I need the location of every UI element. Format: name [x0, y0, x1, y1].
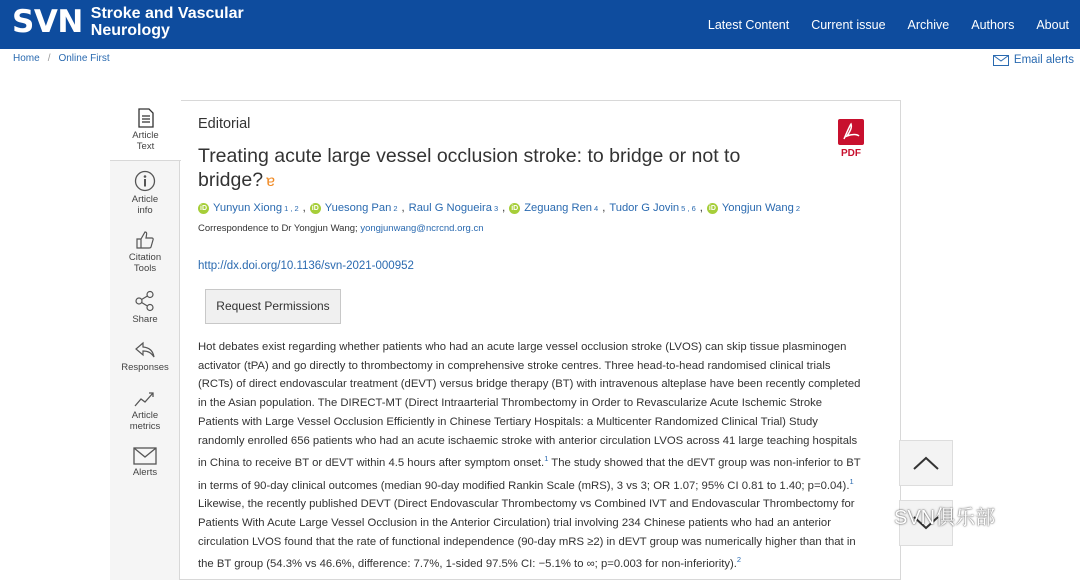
author-affiliation: 2	[795, 203, 800, 213]
scroll-to-top-button[interactable]	[899, 440, 953, 486]
author-separator: ,	[699, 202, 703, 214]
orcid-icon: iD	[708, 204, 716, 212]
nav-archive[interactable]: Archive	[907, 17, 950, 32]
document-icon	[138, 108, 154, 128]
author-separator: ,	[602, 202, 606, 214]
breadcrumb-online-first[interactable]: Online First	[58, 53, 110, 64]
reference-link[interactable]: 1	[544, 454, 549, 464]
reply-icon	[134, 340, 156, 360]
reference-link[interactable]: 2	[736, 555, 742, 565]
envelope-icon	[993, 55, 1009, 66]
author-name: Zeguang Ren	[524, 202, 593, 214]
author-affiliation: 3	[493, 203, 499, 213]
envelope-icon	[133, 447, 157, 465]
body-paragraph-text: Hot debates exist regarding whether patients who had an acute large vessel occlusion stroke (LVOS) can skip tissue plasminogen activator (tPA) and go directly to thrombectomy in comprehensive stroke centres. Three head-to-head randomised clinical trials (RCTs) of direct endovascular treatment (dEVT) versus bridge therapy (BT) with intravenous alteplase have been recently completed in the Asian population. The DIRECT-MT (Direct Intraarterial Thrombectomy in Order to Revascularize Acute Ischemic Stroke Patients with Large Vessel Occlusion Efficiently in Chinese Tertiary Hospitals: a Multicenter Randomized Clinical Trial) Study randomly enrolled 656 patients who had an acute ischaemic stroke with anterior circulation LVOS across 41 large teaching hospitals in China to receive BT or dEVT within 4.5 hours after symptom onset.	[198, 341, 861, 469]
author-list	[198, 202, 800, 214]
wechat-watermark	[858, 501, 995, 530]
breadcrumb-separator: /	[47, 53, 51, 64]
doi-link[interactable]: http://dx.doi.org/10.1136/svn-2021-000952	[198, 260, 414, 272]
rail-citation-tools[interactable]	[110, 230, 180, 274]
author-separator: ,	[401, 202, 405, 214]
rail-label-line1: Citation	[128, 252, 162, 263]
logo-full-name	[91, 5, 244, 39]
share-icon	[134, 290, 156, 312]
author-separator: ,	[302, 202, 306, 214]
email-alerts-link[interactable]	[993, 54, 1074, 66]
site-logo[interactable]	[12, 4, 244, 40]
logo-line-2: Neurology	[90, 22, 170, 39]
pdf-download-button[interactable]	[838, 119, 864, 159]
author-name: Yongjun Wang	[721, 202, 794, 214]
nav-authors[interactable]: Authors	[971, 17, 1015, 32]
rail-share[interactable]	[110, 290, 180, 325]
orcid-icon: iD	[511, 204, 519, 212]
author-link[interactable]	[509, 202, 598, 214]
logo-line-1: Stroke and Vascular	[90, 5, 244, 22]
article-body	[198, 338, 866, 574]
watermark-text: SVN俱乐部	[894, 507, 996, 529]
nav-latest-content[interactable]: Latest Content	[707, 17, 790, 32]
rail-label-line2: info	[137, 205, 153, 216]
breadcrumb	[13, 53, 110, 64]
info-icon	[134, 170, 156, 192]
author-separator: ,	[502, 202, 506, 214]
reference-link[interactable]: 1	[849, 476, 854, 486]
rail-label-line1: Responses	[121, 362, 169, 373]
orcid-icon: iD	[311, 204, 319, 212]
rail-label-line2: Text	[136, 141, 155, 152]
correspondence-email-link[interactable]: yongjunwang@ncrcnd.org.cn	[360, 223, 484, 234]
nav-about[interactable]: About	[1036, 17, 1069, 32]
wechat-icon	[858, 503, 888, 529]
author-link[interactable]	[198, 202, 299, 214]
correspondence-label: Correspondence to Dr Yongjun Wang;	[198, 223, 358, 234]
author-affiliation: 4	[594, 203, 599, 213]
article-title	[198, 144, 788, 194]
rail-article-info[interactable]	[110, 170, 180, 216]
author-name: Tudor G Jovin	[609, 202, 680, 214]
author-link[interactable]	[409, 202, 499, 214]
nav-current-issue[interactable]: Current issue	[811, 17, 886, 32]
request-permissions-button[interactable]: Request Permissions	[205, 289, 341, 324]
author-link[interactable]	[707, 202, 800, 214]
rail-label-line1: Article	[132, 130, 159, 141]
author-name: Yunyun Xiong	[213, 202, 283, 214]
correspondence	[198, 223, 484, 234]
chevron-up-icon	[912, 455, 940, 471]
logo-abbreviation: SVN	[12, 4, 83, 40]
breadcrumb-home[interactable]: Home	[13, 53, 40, 64]
main-nav	[708, 0, 1080, 49]
rail-article-text[interactable]	[110, 100, 181, 161]
orcid-icon: iD	[200, 204, 207, 212]
author-name: Yuesong Pan	[324, 202, 392, 214]
rail-label-line1: Article	[131, 410, 159, 421]
rail-article-metrics[interactable]	[110, 390, 180, 432]
open-access-icon: ɐ	[266, 173, 275, 190]
rail-label-line2: Tools	[133, 263, 157, 274]
rail-label-line1: Alerts	[132, 467, 158, 478]
author-link[interactable]	[310, 202, 398, 214]
article-type: Editorial	[198, 116, 251, 132]
email-alerts-label: Email alerts	[1013, 54, 1074, 66]
author-link[interactable]	[609, 202, 695, 214]
thumbs-up-icon	[135, 230, 155, 250]
body-paragraph-text: Likewise, the recently published DEVT (Direct Endovascular Thrombectomy vs Combined IVT and Endovascular Thrombectomy for Patients With Acute Large Vessel Occlusion in the Anterior Circulation) trial involving 234 Chinese patients who had an anterior circulation LVOS found that the rate of functional independence (90-day mRS ≥2) in dEVT group was numerically higher than that in the BT group (54.3% vs 46.6%, difference: 7.7%, 1-sided 97.5% CI: −5.1% to ∞; p=0.003 for non-inferiority).	[198, 498, 856, 571]
rail-alerts[interactable]	[110, 447, 180, 478]
rail-responses[interactable]	[110, 340, 180, 373]
article-sidebar	[110, 100, 180, 580]
pdf-label: PDF	[841, 148, 861, 159]
chart-icon	[134, 390, 156, 408]
author-affiliation: 2	[393, 203, 398, 213]
rail-label-line1: Share	[132, 314, 158, 325]
author-affiliation: 5 , 6	[681, 203, 696, 213]
article-title-text: Treating acute large vessel occlusion stroke: to bridge or not to bridge?	[198, 145, 741, 191]
author-affiliation: 1 , 2	[284, 203, 299, 213]
pdf-icon	[838, 119, 864, 145]
site-header	[0, 0, 1080, 49]
author-name: Raul G Nogueira	[408, 202, 492, 214]
rail-label-line1: Article	[131, 194, 159, 205]
body-paragraph-text: The study showed that the dEVT group was non-inferior to BT in terms of 90-day clinical outcomes (median 90-day modified Rankin Scale (mRS), 3 vs 3; OR 1.07; 95% CI 0.81 to 1.40; p=0.04).	[198, 456, 861, 492]
rail-label-line2: metrics	[129, 421, 161, 432]
